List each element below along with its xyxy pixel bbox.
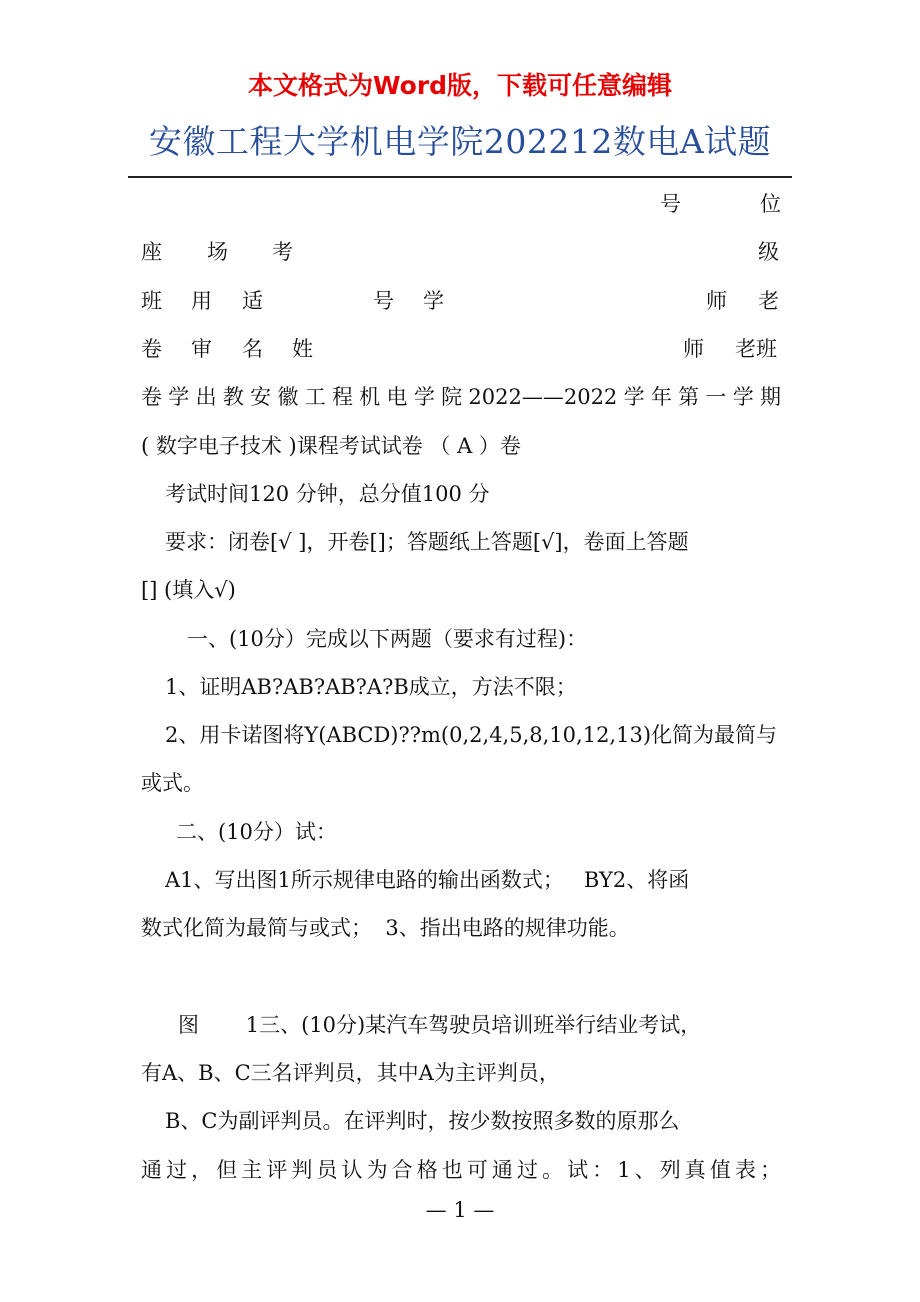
section-3-line-4: 通过，但主评判员认为合格也可通过。试：1、列真值表； (141, 1158, 781, 1182)
header-char: 卷 (141, 337, 162, 361)
header-char: 考 (272, 240, 293, 264)
header-char: 座 (141, 240, 162, 264)
header-char: 审 (191, 337, 212, 361)
header-char: 位 (760, 192, 781, 216)
header-char: 名 (242, 337, 263, 361)
question-2-line-2: 数式化简为最简与或式； 3、指出电路的规律功能。 (141, 916, 630, 940)
header-row-2 (141, 232, 781, 272)
exam-header-line: 卷学出教安徽工程机电学院2022——2022学年第一学期 (141, 385, 781, 409)
header-char: 姓 (292, 337, 313, 361)
header-char: 号 (660, 192, 681, 216)
page-number: — 1 — (425, 1198, 495, 1222)
header-row-3 (141, 281, 781, 321)
section-3-line-1: 图 1三、(10分)某汽车驾驶员培训班举行结业考试， (178, 1013, 702, 1037)
header-char: 场 (207, 240, 228, 264)
question-1-2-cont: 或式。 (141, 771, 204, 795)
question-2-line-1: A1、写出图1所示规律电路的输出函数式； BY2、将函 (165, 868, 690, 892)
header-char: 号 (373, 289, 394, 313)
header-row-4 (141, 329, 781, 369)
section-1-heading: 一、(10分）完成以下两题（要求有过程)： (187, 627, 588, 651)
time-line: 考试时间120 分钟，总分值100 分 (165, 482, 490, 506)
banner-text: 本文格式为Word版，下载可任意编辑 (247, 71, 673, 100)
title-divider (128, 176, 792, 178)
header-char: 老 (758, 289, 779, 313)
header-char: 学 (423, 289, 444, 313)
section-3-line-2: 有A、B、C三名评判员，其中A为主评判员， (141, 1061, 560, 1085)
header-char: 老班 (735, 337, 777, 361)
course-line: ( 数字电子技术 )课程考试试卷 （ A ）卷 (141, 434, 521, 458)
header-row-1 (660, 184, 781, 224)
header-char: 班 (141, 289, 162, 313)
header-char: 适 (242, 289, 263, 313)
header-char: 级 (758, 240, 779, 264)
document-title: 安徽工程大学机电学院202212数电A试题 (148, 122, 772, 161)
header-char: 用 (191, 289, 212, 313)
header-char: 师 (683, 337, 704, 361)
section-2-heading: 二、(10分）试： (176, 820, 337, 844)
question-1-1: 1、证明AB?AB?AB?A?B成立，方法不限； (165, 675, 577, 699)
question-1-2: 2、用卡诺图将Y(ABCD)??m(0,2,4,5,8,10,12,13)化简为最简与 (165, 723, 778, 747)
section-3-line-3: B、C为副评判员。在评判时，按少数按照多数的原那么 (165, 1109, 680, 1133)
requirements-line: 要求：闭卷[√ ]，开卷[]；答题纸上答题[√]，卷面上答题 (165, 530, 689, 554)
requirements-line-2: [] (填入√) (141, 578, 236, 602)
header-char: 师 (706, 289, 727, 313)
